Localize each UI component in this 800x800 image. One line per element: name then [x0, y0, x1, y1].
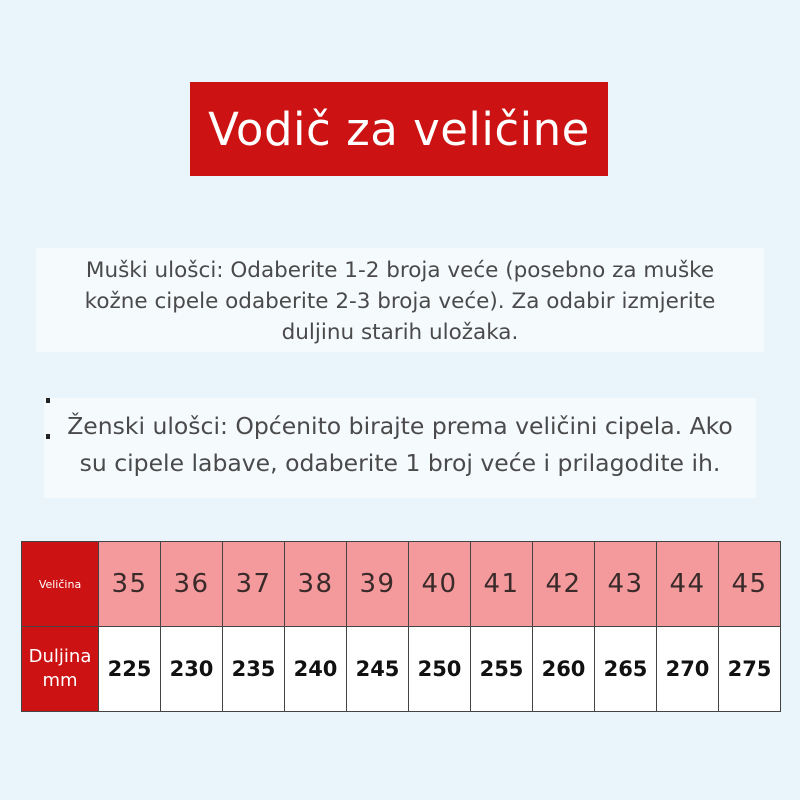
length-cell: 240	[285, 627, 347, 712]
length-header-unit: mm	[42, 670, 78, 691]
size-table	[21, 541, 781, 712]
men-note-text	[36, 255, 764, 348]
size-cell: 35	[99, 542, 161, 627]
men-insoles-note	[36, 248, 764, 352]
length-cell: 235	[223, 627, 285, 712]
size-cell: 40	[409, 542, 471, 627]
title-banner	[190, 82, 608, 176]
page-title: Vodič za veličine	[208, 102, 590, 156]
length-cell: 270	[657, 627, 719, 712]
length-header	[22, 627, 99, 712]
size-cell: 37	[223, 542, 285, 627]
size-cell: 43	[595, 542, 657, 627]
size-cell: 38	[285, 542, 347, 627]
length-cell: 275	[719, 627, 781, 712]
men-note-line: duljinu starih uložaka.	[281, 320, 519, 345]
length-cell: 260	[533, 627, 595, 712]
size-cell: 41	[471, 542, 533, 627]
men-note-line: Muški ulošci: Odaberite 1-2 broja veće (posebno za muške	[85, 258, 715, 283]
corner-mark	[46, 434, 50, 439]
length-cell: 250	[409, 627, 471, 712]
length-cell: 225	[99, 627, 161, 712]
women-insoles-note	[44, 398, 756, 498]
women-note-line: su cipele labave, odaberite 1 broj veće i prilagodite ih.	[79, 449, 721, 477]
length-cell: 265	[595, 627, 657, 712]
size-cell: 45	[719, 542, 781, 627]
size-row	[22, 542, 781, 627]
length-cell: 245	[347, 627, 409, 712]
length-cell: 255	[471, 627, 533, 712]
size-header: Veličina	[22, 542, 99, 627]
length-cell: 230	[161, 627, 223, 712]
size-cell: 36	[161, 542, 223, 627]
size-cell: 44	[657, 542, 719, 627]
length-row	[22, 627, 781, 712]
size-cell: 39	[347, 542, 409, 627]
length-header-label: Duljina	[28, 646, 92, 667]
men-note-line: kožne cipele odaberite 2-3 broja veće). Za odabir izmjerite	[84, 289, 716, 314]
size-cell: 42	[533, 542, 595, 627]
women-note-text	[44, 408, 756, 482]
corner-mark	[46, 398, 50, 403]
women-note-line: Ženski ulošci: Općenito birajte prema veličini cipela. Ako	[67, 412, 733, 440]
